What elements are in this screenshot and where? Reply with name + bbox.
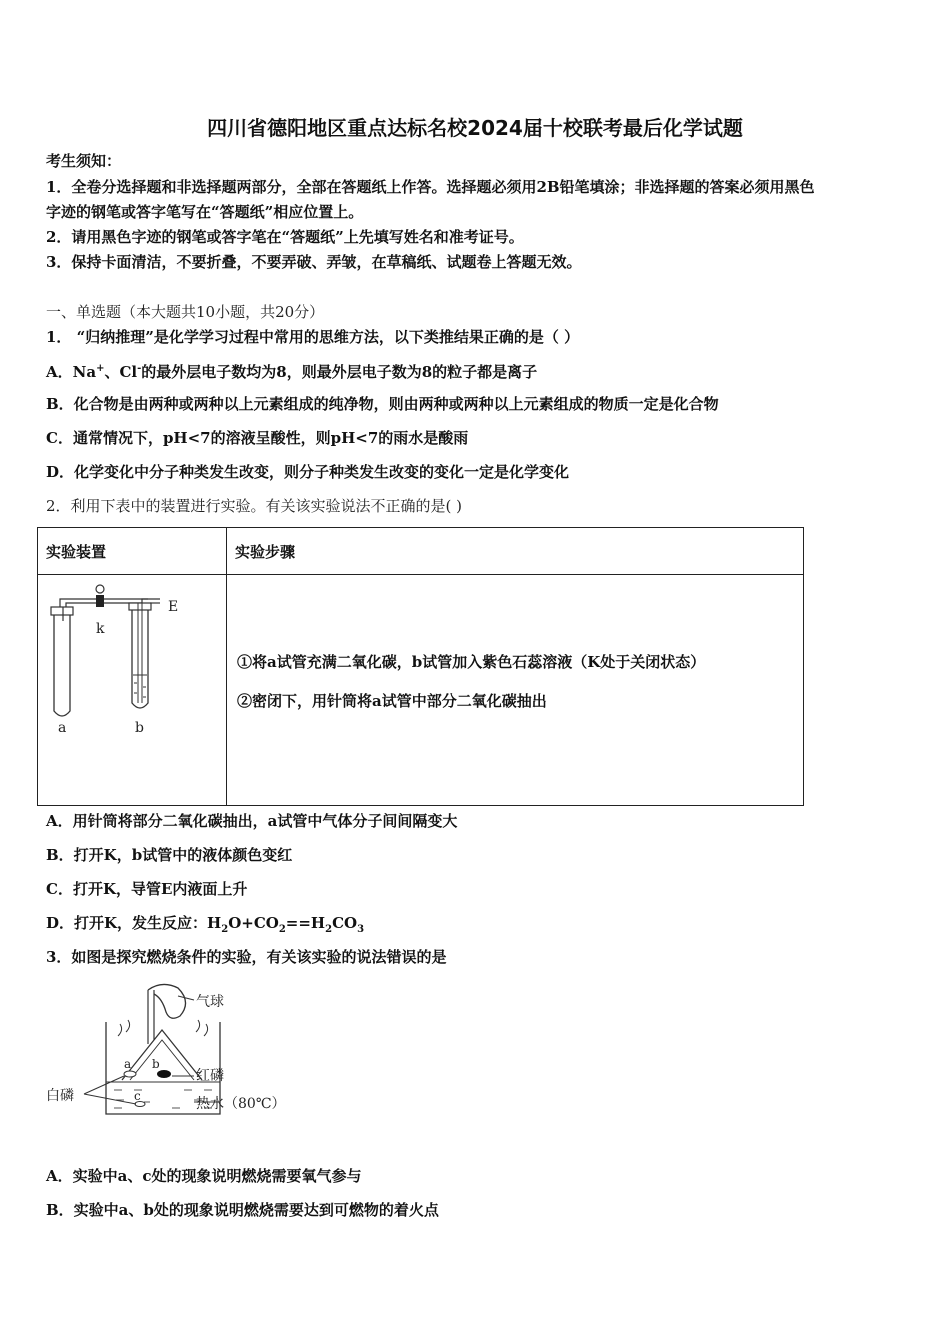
q1-a-pre: A．Na bbox=[46, 363, 97, 381]
label-c: c bbox=[134, 1089, 141, 1103]
q1-option-c: C．通常情况下，pH<7的溶液呈酸性，则pH<7的雨水是酸雨 bbox=[46, 429, 469, 447]
q2-option-d bbox=[46, 914, 364, 939]
page-title: 四川省德阳地区重点达标名校2024届十校联考最后化学试题 bbox=[207, 116, 743, 140]
q1-a-sup1: + bbox=[96, 363, 105, 374]
q2-d-s3: 2 bbox=[325, 924, 333, 935]
section-heading: 一、单选题（本大题共10小题，共20分） bbox=[46, 303, 325, 321]
notice-item-1-cont: 字迹的钢笔或答字笔写在“答题纸”相应位置上。 bbox=[46, 203, 364, 221]
label-white-phosphorus: 白磷 bbox=[46, 1088, 74, 1104]
stopper-b bbox=[129, 603, 151, 610]
q2-option-b: B．打开K，b试管中的液体颜色变红 bbox=[46, 846, 293, 864]
label-a: a bbox=[58, 720, 67, 736]
table-header-steps: 实验步骤 bbox=[227, 528, 804, 575]
label-a: a bbox=[124, 1057, 132, 1071]
q3-option-a: A．实验中a、c处的现象说明燃烧需要氧气参与 bbox=[46, 1167, 362, 1185]
clamp-k bbox=[96, 595, 104, 607]
q2-d-s4: 3 bbox=[357, 924, 365, 935]
q2-experiment-table bbox=[37, 527, 804, 806]
q2-d-s1: 2 bbox=[221, 924, 229, 935]
label-e: E bbox=[168, 599, 179, 615]
label-balloon: 气球 bbox=[196, 994, 224, 1010]
q3-option-b: B．实验中a、b处的现象说明燃烧需要达到可燃物的着火点 bbox=[46, 1201, 439, 1219]
q2-d-mid3: CO bbox=[332, 914, 358, 932]
q1-a-post: 的最外层电子数均为8，则最外层电子数为8的粒子都是离子 bbox=[141, 363, 538, 381]
q2-option-c: C．打开K，导管E内液面上升 bbox=[46, 880, 248, 898]
label-k: k bbox=[96, 621, 105, 637]
label-hot-water: 热水（80℃） bbox=[196, 1096, 286, 1112]
table-row bbox=[38, 575, 804, 806]
label-b: b bbox=[135, 720, 144, 736]
apparatus-cell bbox=[38, 575, 227, 806]
q1-option-d: D．化学变化中分子种类发生改变，则分子种类发生改变的变化一定是化学变化 bbox=[46, 463, 570, 481]
q2-d-s2: 2 bbox=[278, 924, 286, 935]
step-2: ②密闭下，用针筒将a试管中部分二氧化碳抽出 bbox=[237, 692, 547, 710]
q2-d-mid1: O+CO bbox=[228, 914, 279, 932]
clamp-handle bbox=[96, 585, 104, 593]
q1-a-sup2: - bbox=[137, 363, 142, 374]
q3-stem: 3．如图是探究燃烧条件的实验，有关该实验的说法错误的是 bbox=[46, 948, 447, 966]
red-phosphorus-b bbox=[157, 1070, 171, 1078]
notice-heading: 考生须知： bbox=[46, 152, 122, 170]
notice-item-3: 3．保持卡面清洁，不要折叠，不要弄破、弄皱，在草稿纸、试题卷上答题无效。 bbox=[46, 253, 582, 271]
notice-item-1: 1．全卷分选择题和非选择题两部分，全部在答题纸上作答。选择题必须用2B铅笔填涂；非选择题的答案必须用黑色 bbox=[46, 178, 815, 196]
q2-option-a: A．用针筒将部分二氧化碳抽出，a试管中气体分子间间隔变大 bbox=[46, 812, 458, 830]
notice-item-2: 2．请用黑色字迹的钢笔或答字笔在“答题纸”上先填写姓名和准考证号。 bbox=[46, 228, 524, 246]
label-red-phosphorus: 红磷 bbox=[196, 1068, 224, 1084]
q1-option-a bbox=[46, 360, 537, 381]
q1-option-b: B．化合物是由两种或两种以上元素组成的纯净物，则由两种或两种以上元素组成的物质一定是化合物 bbox=[46, 395, 719, 413]
combustion-figure bbox=[44, 982, 304, 1122]
step-1: ①将a试管充满二氧化碳，b试管加入紫色石蕊溶液（K处于关闭状态） bbox=[237, 653, 706, 671]
table-header-apparatus: 实验装置 bbox=[38, 528, 227, 575]
label-b: b bbox=[152, 1057, 160, 1071]
apparatus-figure bbox=[38, 575, 218, 736]
q2-d-mid2: ==H bbox=[285, 914, 326, 932]
white-phosphorus-a bbox=[124, 1071, 136, 1077]
q2-stem: 2．利用下表中的装置进行实验。有关该实验说法不正确的是( ) bbox=[46, 497, 463, 515]
q1-a-mid: 、Cl bbox=[104, 363, 138, 381]
table-header-row bbox=[38, 528, 804, 575]
test-tube-a bbox=[54, 613, 70, 716]
steps-cell bbox=[227, 575, 804, 806]
stopper-a bbox=[51, 607, 73, 615]
q2-d-pre: D．打开K，发生反应：H bbox=[46, 914, 222, 932]
q1-stem: 1． “归纳推理”是化学学习过程中常用的思维方法，以下类推结果正确的是（ ） bbox=[46, 328, 580, 346]
